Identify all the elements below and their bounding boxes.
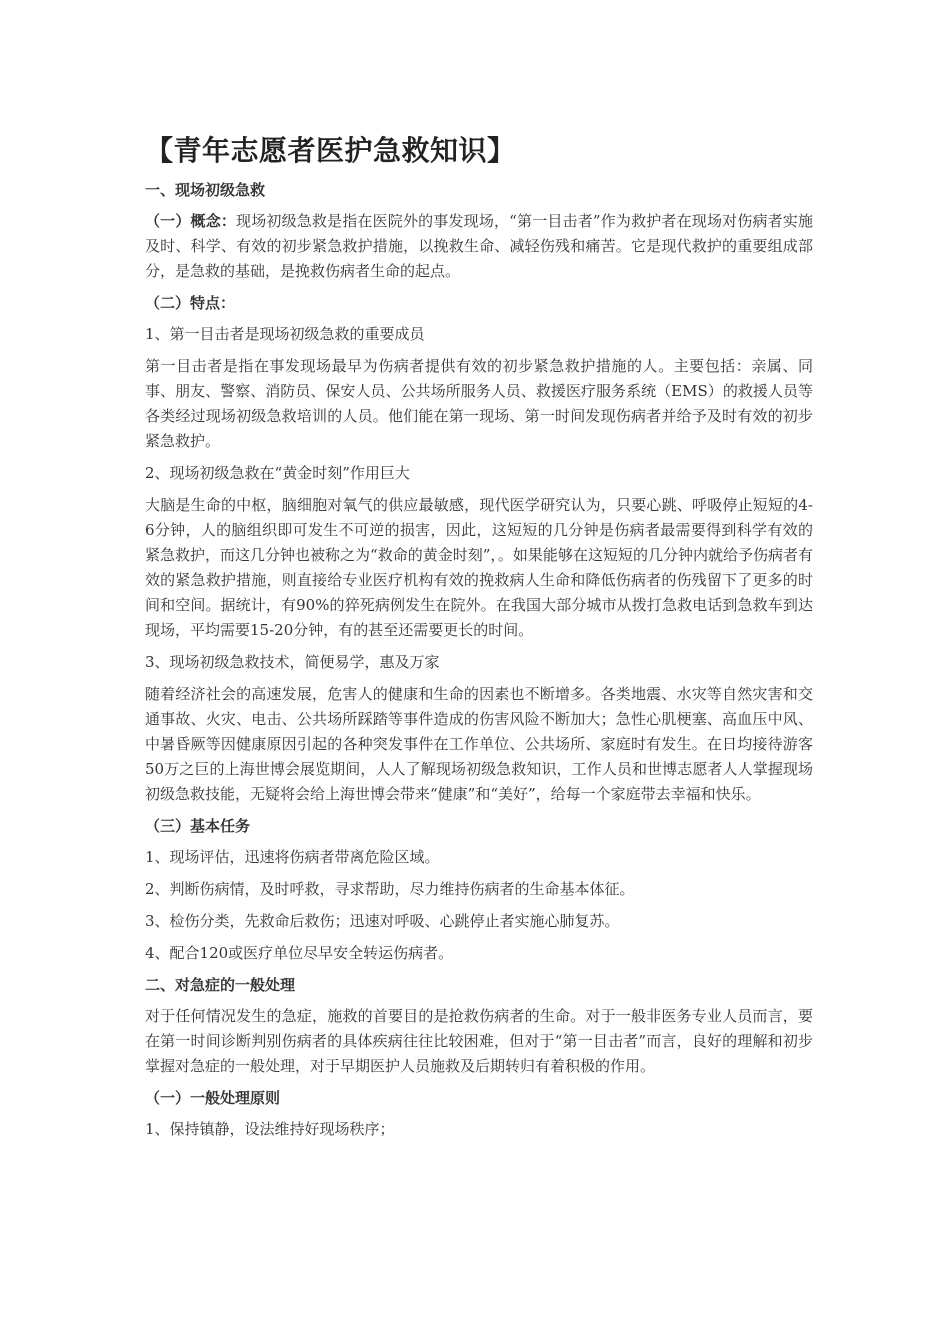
concept-text: 现场初级急救是指在医院外的事发现场，“第一目击者”作为救护者在现场对伤病者实施及时、科学、有效的初步紧急救护措施，以挽救生命、减轻伤残和痛苦。它是现代救护的重要组成部分，是急救的基础，是挽救伤病者生命的起点。 (145, 212, 813, 280)
feature-title: 3、现场初级急救技术，简便易学，惠及万家 (145, 653, 440, 671)
task-item: 3、检伤分类，先救命后救伤；迅速对呼吸、心跳停止者实施心肺复苏。 (145, 912, 620, 930)
feature-paragraph: 大脑是生命的中枢，脑细胞对氧气的供应最敏感，现代医学研究认为，只要心跳、呼吸停止短短的4-6分钟，人的脑组织即可发生不可逆的损害，因此，这短短的几分钟是伤病者最需要得到科学有效的紧急救护，而这几分钟也被称之为“救命的黄金时刻”，。如果能够在这短短的几分钟内就给予伤病者有效的紧急救护措施，则直接给专业医疗机构有效的挽救病人生命和降低伤病者的伤残留下了更多的时间和空间。据统计，有90%的猝死病例发生在院外。在我国大部分城市从拨打急救电话到急救车到达现场，平均需要15-20分钟，有的甚至还需要更长的时间。 (145, 496, 813, 639)
section-heading: 二、对急症的一般处理 (145, 976, 296, 994)
principle-item: 1、保持镇静，设法维持好现场秩序； (145, 1120, 395, 1138)
subsection-heading: （二）特点： (145, 294, 236, 312)
concept-label: （一）概念： (145, 212, 237, 230)
concept-paragraph (145, 209, 813, 284)
document-page (145, 128, 813, 1149)
subsection-heading: （一）一般处理原则 (145, 1089, 281, 1107)
feature-title: 1、第一目击者是现场初级急救的重要成员 (145, 325, 425, 343)
feature-title: 2、现场初级急救在“黄金时刻”作用巨大 (145, 464, 410, 482)
feature-paragraph: 第一目击者是指在事发现场最早为伤病者提供有效的初步紧急救护措施的人。主要包括：亲属、同事、朋友、警察、消防员、保安人员、公共场所服务人员、救援医疗服务系统（EMS）的救援人员等各类经过现场初级急救培训的人员。他们能在第一现场、第一时间发现伤病者并给予及时有效的初步紧急救护。 (145, 357, 813, 450)
document-title: 【青年志愿者医护急救知识】 (145, 134, 516, 167)
feature-paragraph: 随着经济社会的高速发展，危害人的健康和生命的因素也不断增多。各类地震、水灾等自然灾害和交通事故、火灾、电击、公共场所踩踏等事件造成的伤害风险不断加大；急性心肌梗塞、高血压中风、中暑昏厥等因健康原因引起的各种突发事件在工作单位、公共场所、家庭时有发生。在日均接待游客50万之巨的上海世博会展览期间，人人了解现场初级急救知识，工作人员和世博志愿者人人掌握现场初级急救技能，无疑将会给上海世博会带来“健康”和“美好”，给每一个家庭带去幸福和快乐。 (145, 685, 813, 803)
subsection-heading: （三）基本任务 (145, 817, 251, 835)
section-heading: 一、现场初级急救 (145, 181, 266, 199)
section-intro-paragraph: 对于任何情况发生的急症，施救的首要目的是抢救伤病者的生命。对于一般非医务专业人员而言，要在第一时间诊断判别伤病者的具体疾病往往比较困难，但对于“第一目击者”而言，良好的理解和初步掌握对急症的一般处理，对于早期医护人员施救及后期转归有着积极的作用。 (145, 1007, 813, 1075)
task-item: 4、配合120或医疗单位尽早安全转运伤病者。 (145, 944, 454, 962)
task-item: 2、判断伤病情，及时呼救，寻求帮助，尽力维持伤病者的生命基本体征。 (145, 880, 635, 898)
task-item: 1、现场评估，迅速将伤病者带离危险区域。 (145, 848, 440, 866)
